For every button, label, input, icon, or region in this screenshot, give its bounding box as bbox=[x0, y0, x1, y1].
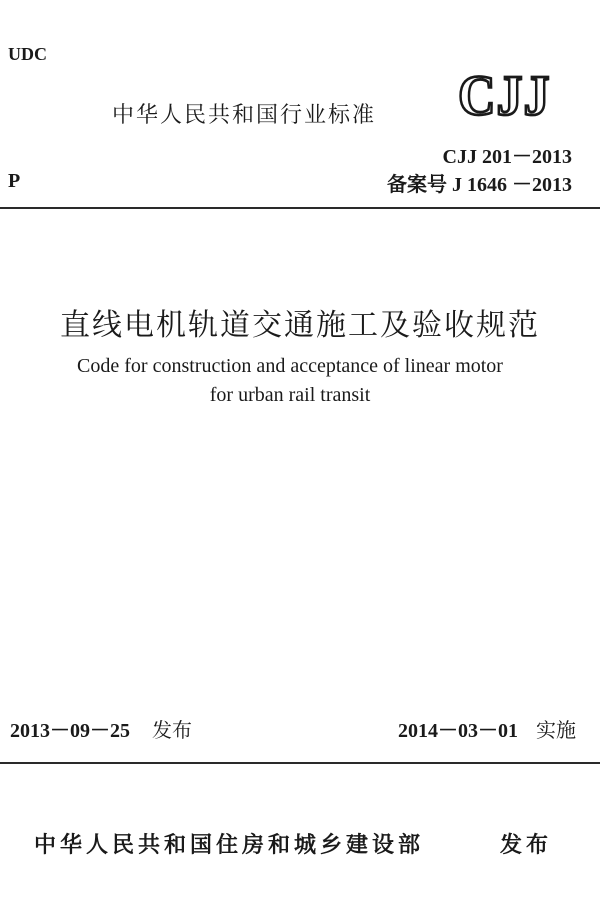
top-divider bbox=[0, 207, 600, 209]
issue-date-block bbox=[10, 714, 192, 743]
issue-label: 发布 bbox=[152, 718, 192, 742]
publish-label: 发布 bbox=[499, 833, 552, 858]
title-chinese: 直线电机轨道交通施工及验收规范 bbox=[60, 308, 540, 343]
udc-label: UDC bbox=[8, 44, 47, 64]
cjj-logo: CJJ bbox=[458, 65, 551, 128]
bottom-divider bbox=[0, 762, 600, 764]
standard-number: CJJ 201－2013 bbox=[442, 146, 572, 168]
title-english-line2: for urban rail transit bbox=[209, 384, 371, 406]
issue-date: 2013－09－25 bbox=[10, 720, 130, 742]
effective-label: 实施 bbox=[536, 718, 576, 742]
publisher-name: 中华人民共和国住房和城乡建设部 bbox=[34, 833, 425, 858]
industry-standard-label: 中华人民共和国行业标准 bbox=[112, 103, 377, 128]
classification-code: P bbox=[8, 170, 21, 192]
effective-date: 2014－03－01 bbox=[398, 720, 518, 742]
record-number: 备案号 J 1646 －2013 bbox=[387, 174, 572, 196]
title-english-line1: Code for construction and acceptance of linear motor bbox=[77, 355, 503, 377]
effective-date-block bbox=[398, 714, 576, 743]
